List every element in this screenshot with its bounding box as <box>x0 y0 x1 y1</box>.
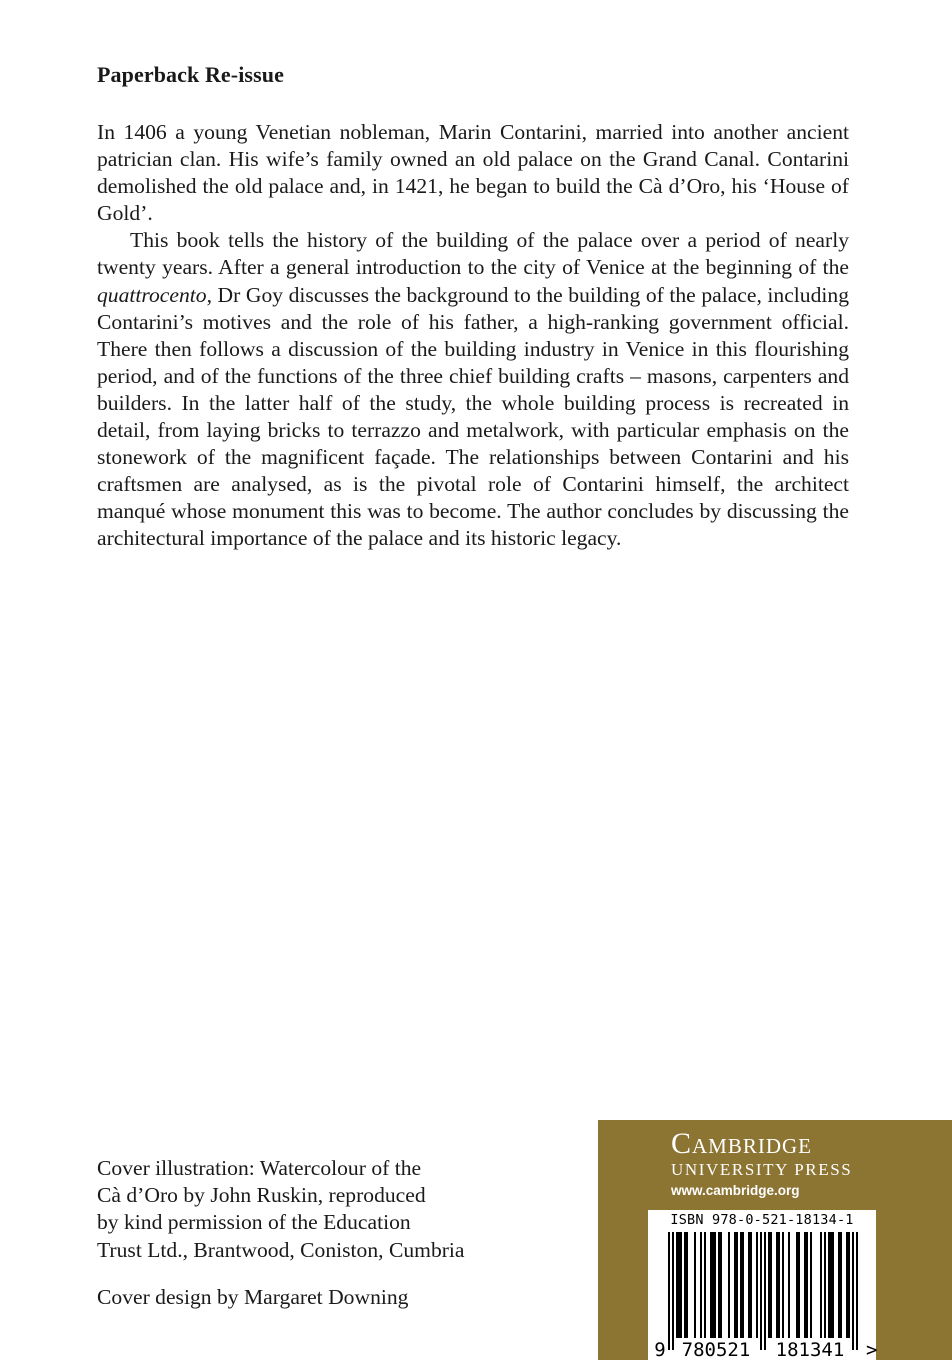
barcode-bar <box>740 1232 742 1338</box>
barcode-box <box>648 1210 876 1360</box>
barcode-bar <box>838 1232 840 1338</box>
barcode-bar <box>756 1232 758 1338</box>
barcode-bar <box>728 1232 730 1338</box>
barcode-bar <box>810 1232 812 1338</box>
barcode-bar <box>856 1232 858 1350</box>
publisher-block <box>598 1120 952 1360</box>
barcode-bar <box>830 1232 832 1338</box>
italic-term: quattrocento <box>97 282 207 307</box>
barcode-bar <box>852 1232 854 1350</box>
barcode-bar <box>686 1232 688 1338</box>
barcode-bar <box>750 1232 752 1338</box>
barcode-digits-right: 181341 <box>775 1339 845 1360</box>
barcode-bar <box>804 1232 806 1338</box>
credit-line-1: Cover illustration: Watercolour of the <box>97 1156 422 1180</box>
barcode-bar <box>712 1232 714 1338</box>
heading: Paperback Re-issue <box>97 62 284 87</box>
publisher-url: www.cambridge.org <box>671 1183 800 1198</box>
paragraph-2-start: This book tells the history of the building of the palace over a period of nearly twenty years. After a general introduction to the city of Venice at the beginning of the <box>97 228 849 280</box>
paragraph-2-end: , Dr Goy discusses the background to the building of the palace, including Contarini’s motives and the role of his father, a high-ranking government official. There then follows a discussion of the building industry in Venice in this flourishing period, and of the functions of the three chief building crafts – masons, carpenters and builders. In the latter half of the study, the whole building process is recreated in detail, from laying bricks to terrazzo and metalwork, with particular emphasis on the stonework of the magnificent façade. The relationships between Contarini and his craftsmen are analysed, as is the pivotal role of Contarini himself, the architect manqué whose monument this was to become. The author concludes by discussing the architectural importance of the palace and its historic legacy. <box>97 282 849 551</box>
barcode-bar <box>748 1232 750 1338</box>
barcode-bar <box>672 1232 674 1350</box>
description-text <box>97 119 849 553</box>
barcode-bar <box>676 1232 678 1338</box>
publisher-name: Cambridge <box>671 1127 813 1160</box>
barcode-bar <box>778 1232 780 1338</box>
barcode-bar <box>848 1232 850 1338</box>
description-paragraph-1: In 1406 a young Venetian nobleman, Marin Contarini, married into another ancient patrician clan. His wife’s family owned an old palace on the Grand Canal. Contarini demolished the old palace and, in 1421, he began to build the Cà d’Oro, his ‘House of Gold’. <box>97 120 849 226</box>
barcode-bar <box>764 1232 766 1350</box>
barcode-bar <box>704 1232 706 1338</box>
credit-line-4: Trust Ltd., Brantwood, Coniston, Cumbria <box>97 1237 465 1262</box>
barcode-digit-first: 9 <box>654 1339 666 1360</box>
publisher-subtitle: UNIVERSITY PRESS <box>671 1160 853 1179</box>
design-credit: Cover design by Margaret Downing <box>97 1285 409 1309</box>
barcode-bar <box>820 1232 822 1338</box>
barcode-bar <box>742 1232 744 1338</box>
barcode-bar <box>796 1232 798 1338</box>
barcode-bar <box>782 1232 784 1338</box>
barcode-bar <box>840 1232 842 1338</box>
barcode-bar <box>668 1232 670 1350</box>
barcode-bar <box>714 1232 716 1338</box>
barcode-bar <box>718 1232 720 1338</box>
barcode-bar <box>768 1232 770 1338</box>
barcode-bar <box>700 1232 702 1338</box>
barcode-bar <box>760 1232 762 1350</box>
barcode-bar <box>678 1232 680 1338</box>
cover-credits <box>97 1155 465 1264</box>
barcode-bar <box>684 1232 686 1338</box>
credit-line-2: Cà d’Oro by John Ruskin, reproduced <box>97 1183 426 1208</box>
barcode-bar <box>806 1232 808 1338</box>
barcode-bar <box>694 1232 696 1338</box>
barcode-bar <box>832 1232 834 1338</box>
barcode-bar <box>720 1232 722 1338</box>
barcode-bar <box>710 1232 712 1338</box>
barcode-bar <box>788 1232 790 1338</box>
barcode-end-mark: > <box>866 1339 878 1360</box>
barcode-icon <box>648 1230 876 1360</box>
barcode-digits-left: 780521 <box>681 1339 751 1360</box>
barcode-bar <box>734 1232 736 1338</box>
barcode-bar <box>680 1232 682 1338</box>
barcode-bar <box>798 1232 800 1338</box>
barcode-bar <box>776 1232 778 1338</box>
barcode-bar <box>736 1232 738 1338</box>
barcode-bar <box>770 1232 772 1338</box>
barcode-bar <box>824 1232 826 1338</box>
barcode-bar <box>828 1232 830 1338</box>
description-paragraph-2 <box>97 227 849 552</box>
barcode-bar <box>846 1232 848 1338</box>
isbn-label: ISBN 978-0-521-18134-1 <box>670 1212 854 1228</box>
credit-line-3: by kind permission of the Education <box>97 1210 411 1235</box>
